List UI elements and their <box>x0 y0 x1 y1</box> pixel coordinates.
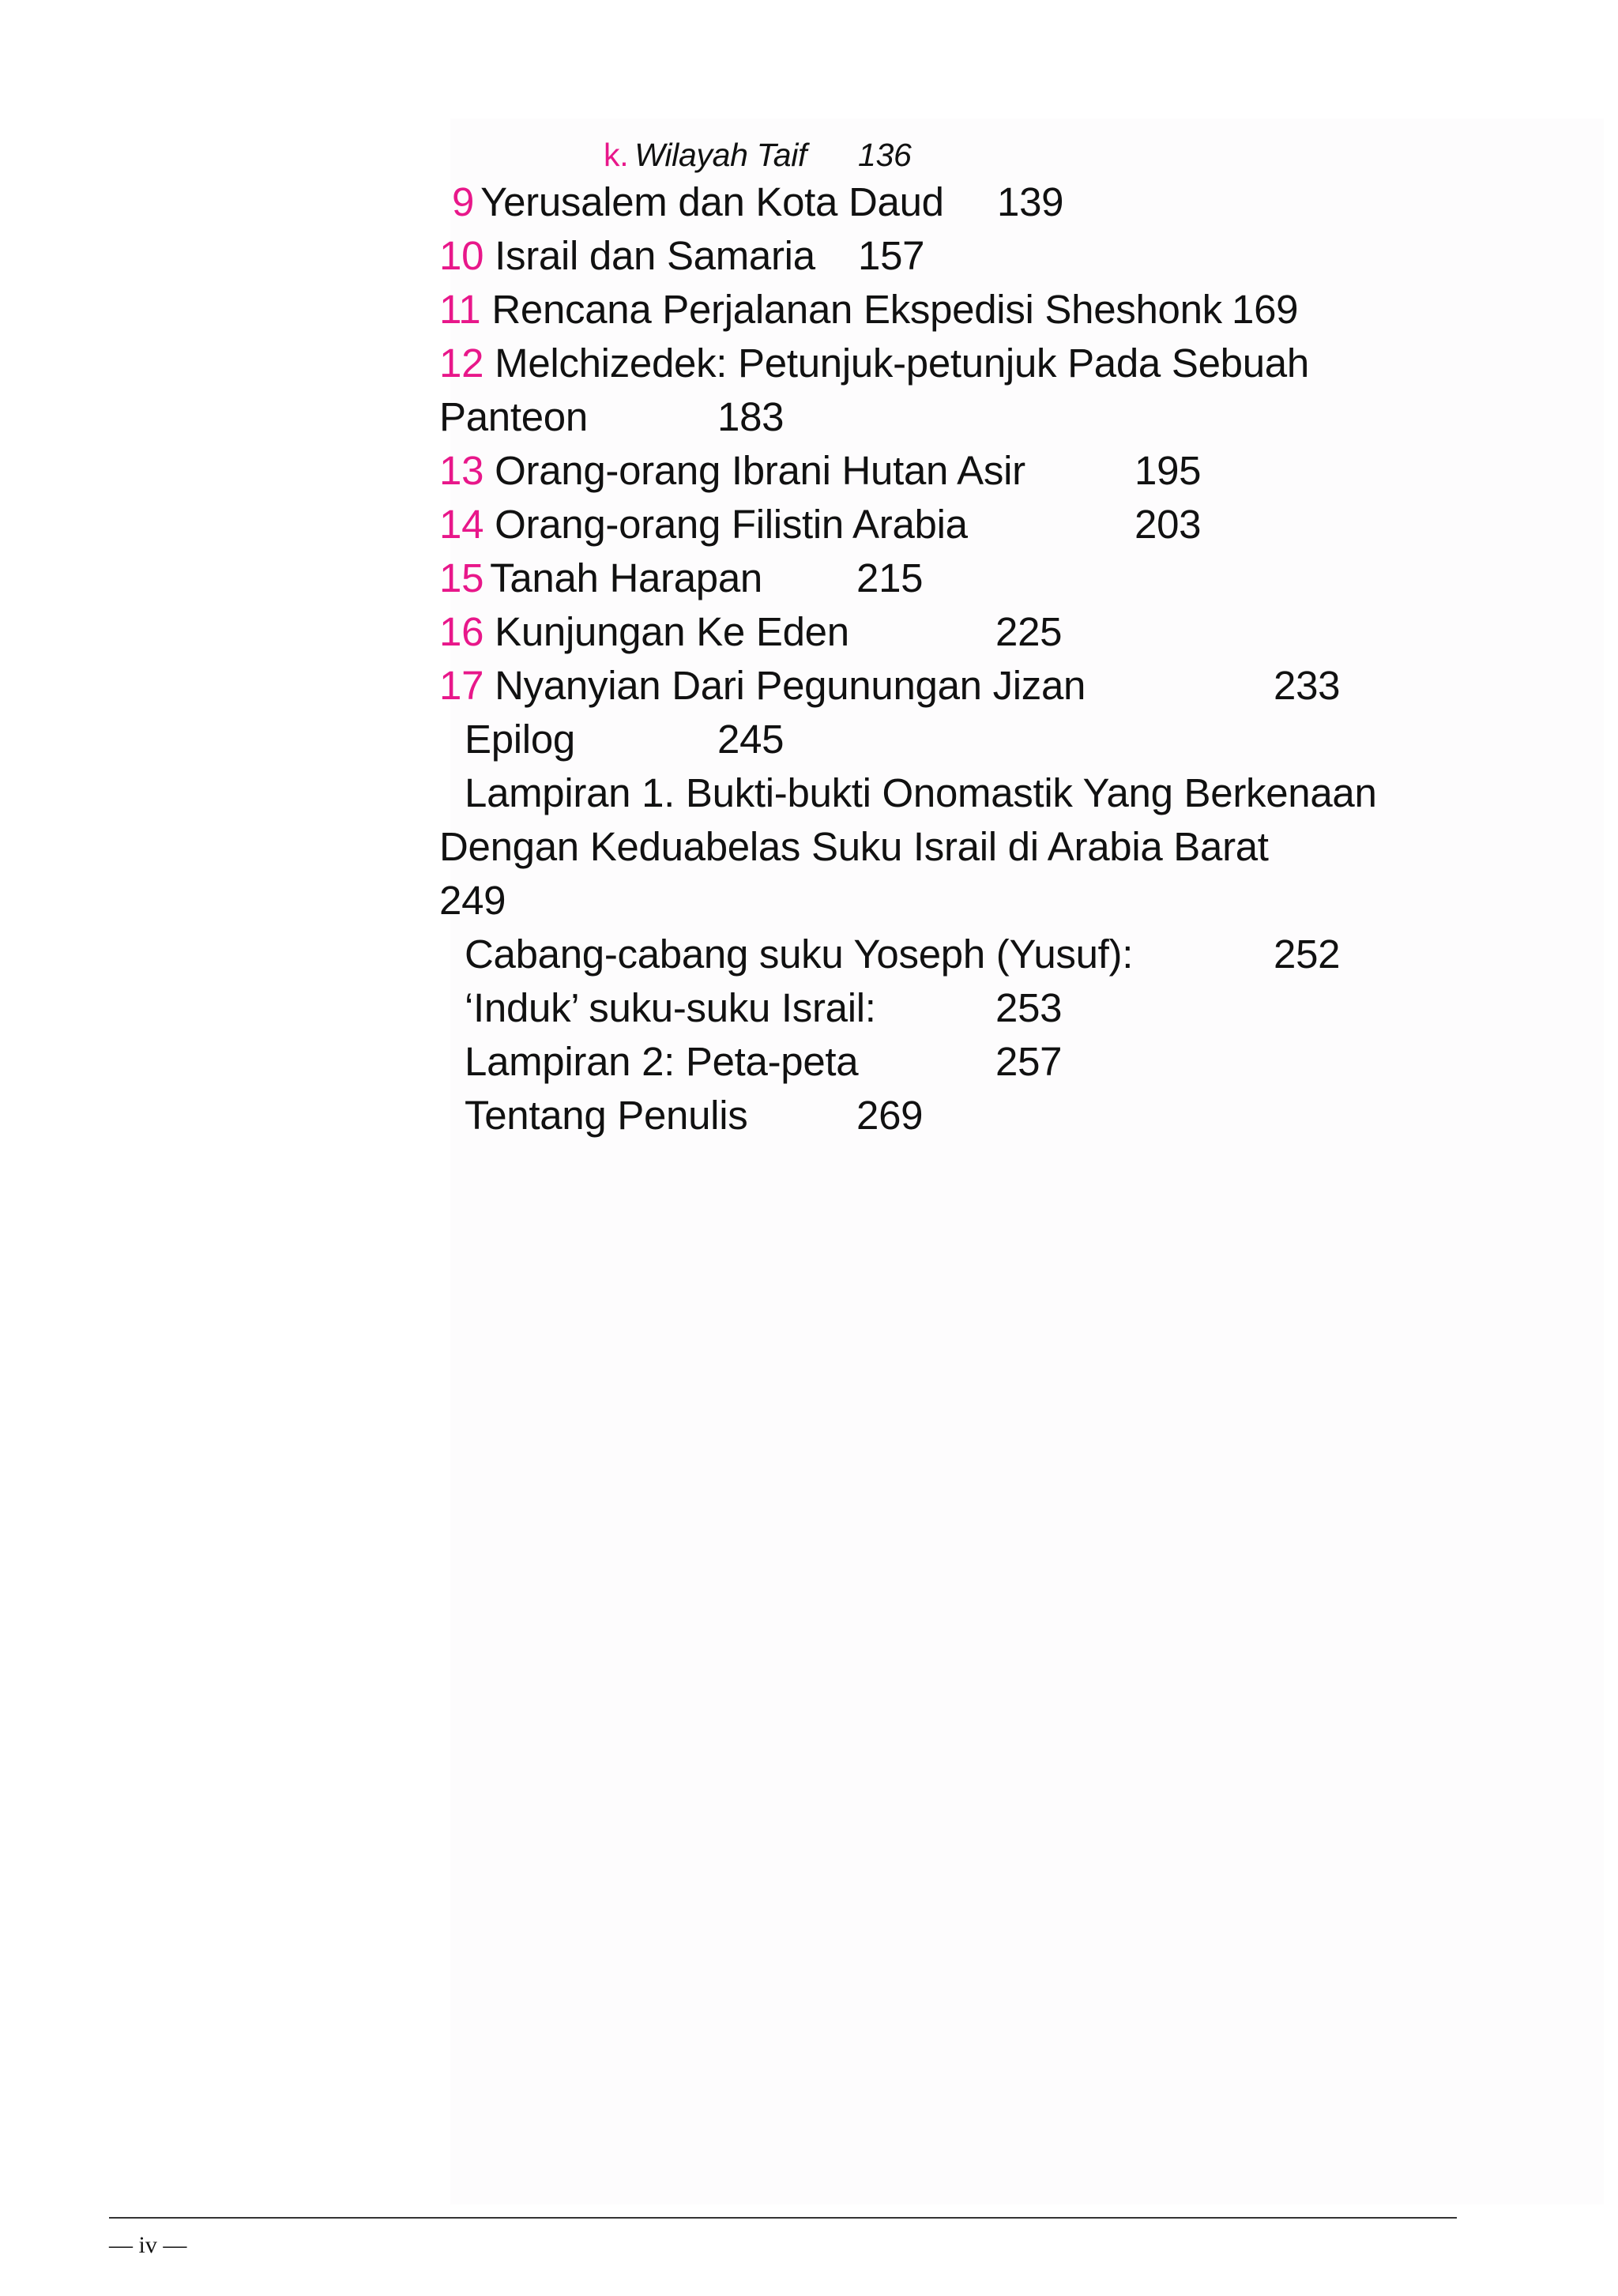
toc-chapter-number: 11 <box>439 287 481 332</box>
toc-entry-page: 252 <box>1274 932 1341 977</box>
toc-entry-epilog[interactable] <box>465 713 785 766</box>
toc-entry-ch12-cont[interactable] <box>439 390 785 444</box>
toc-chapter-title: Yerusalem dan Kota Daud <box>480 179 944 224</box>
toc-chapter-page: 225 <box>995 609 1063 654</box>
toc-entry-page: 245 <box>717 717 785 762</box>
toc-entry-title: Cabang-cabang suku Yoseph (Yusuf): <box>465 932 1134 977</box>
toc-entry-lampiran1[interactable] <box>465 766 1377 820</box>
toc-chapter-page: 169 <box>1232 287 1299 332</box>
toc-chapter-number: 13 <box>439 448 484 493</box>
toc-entry-ch15[interactable] <box>439 551 924 605</box>
toc-chapter-title: Orang-orang Ibrani Hutan Asir <box>495 448 1025 493</box>
toc-subentry-title: Wilayah Taif <box>634 137 807 173</box>
toc-entry-title: ‘Induk’ suku-suku Israil: <box>465 985 876 1030</box>
toc-entry-ch13[interactable] <box>439 444 1202 498</box>
toc-chapter-page: 195 <box>1134 448 1202 493</box>
toc-chapter-number: 16 <box>439 609 484 654</box>
toc-chapter-number: 15 <box>439 555 484 600</box>
toc-entry-page: 253 <box>995 985 1063 1030</box>
toc-chapter-number: 10 <box>439 233 484 278</box>
toc-chapter-number: 14 <box>439 502 484 547</box>
page-folio: — iv — <box>109 2232 187 2258</box>
toc-chapter-title: Nyanyian Dari Pegunungan Jizan <box>495 663 1086 708</box>
toc-chapter-page: 157 <box>858 233 925 278</box>
toc-entry-tentang[interactable] <box>465 1089 924 1142</box>
toc-entry-ch9[interactable] <box>452 175 1064 229</box>
toc-chapter-title: Israil dan Samaria <box>495 233 815 278</box>
toc-entry-lampiran1-page-line[interactable] <box>439 874 506 928</box>
toc-chapter-title-cont: Panteon <box>439 394 588 439</box>
toc-entry-ch14[interactable] <box>439 498 1202 551</box>
toc-chapter-page: 203 <box>1134 502 1202 547</box>
toc-subentry-letter: k. <box>604 137 629 173</box>
toc-entry-lampiran1-cont[interactable] <box>439 820 1269 874</box>
toc-entry-induk[interactable] <box>465 981 1063 1035</box>
toc-entry-cabang[interactable] <box>465 928 1341 981</box>
toc-chapter-number: 17 <box>439 663 484 708</box>
toc-subentry-k[interactable] <box>604 128 912 182</box>
toc-chapter-title: Tanah Harapan <box>490 555 762 600</box>
toc-chapter-title: Kunjungan Ke Eden <box>495 609 849 654</box>
toc-entry-title: Epilog <box>465 717 575 762</box>
toc-chapter-page: 215 <box>856 555 924 600</box>
toc-chapter-title: Melchizedek: Petunjuk-petunjuk Pada Sebuah <box>495 341 1309 386</box>
toc-entry-title: Lampiran 2: Peta-peta <box>465 1039 859 1084</box>
toc-chapter-title: Rencana Perjalanan Ekspedisi Sheshonk <box>491 287 1222 332</box>
toc-subentry-page: 136 <box>858 137 912 173</box>
toc-entry-title: Tentang Penulis <box>465 1093 748 1138</box>
toc-entry-title: Lampiran 1. Bukti-bukti Onomastik Yang Berkenaan <box>465 770 1377 815</box>
toc-chapter-number: 12 <box>439 341 484 386</box>
toc-chapter-page: 183 <box>717 394 785 439</box>
toc-chapter-page: 139 <box>997 179 1064 224</box>
toc-entry-ch16[interactable] <box>439 605 1063 659</box>
page-background-shade <box>450 119 1604 2204</box>
footer-rule <box>109 2217 1457 2219</box>
toc-entry-lampiran2[interactable] <box>465 1035 1063 1089</box>
toc-chapter-title: Orang-orang Filistin Arabia <box>495 502 968 547</box>
toc-chapter-page: 233 <box>1274 663 1341 708</box>
toc-chapter-number: 9 <box>452 179 475 224</box>
toc-entry-page: 269 <box>856 1093 924 1138</box>
toc-entry-title-cont: Dengan Keduabelas Suku Israil di Arabia Barat <box>439 824 1269 869</box>
toc-entry-ch17[interactable] <box>439 659 1341 713</box>
toc-entry-page: 249 <box>439 878 506 923</box>
toc-entry-page: 257 <box>995 1039 1063 1084</box>
toc-entry-ch11[interactable] <box>439 283 1299 337</box>
toc-entry-ch12[interactable] <box>439 337 1309 390</box>
toc-entry-ch10[interactable] <box>439 229 925 283</box>
